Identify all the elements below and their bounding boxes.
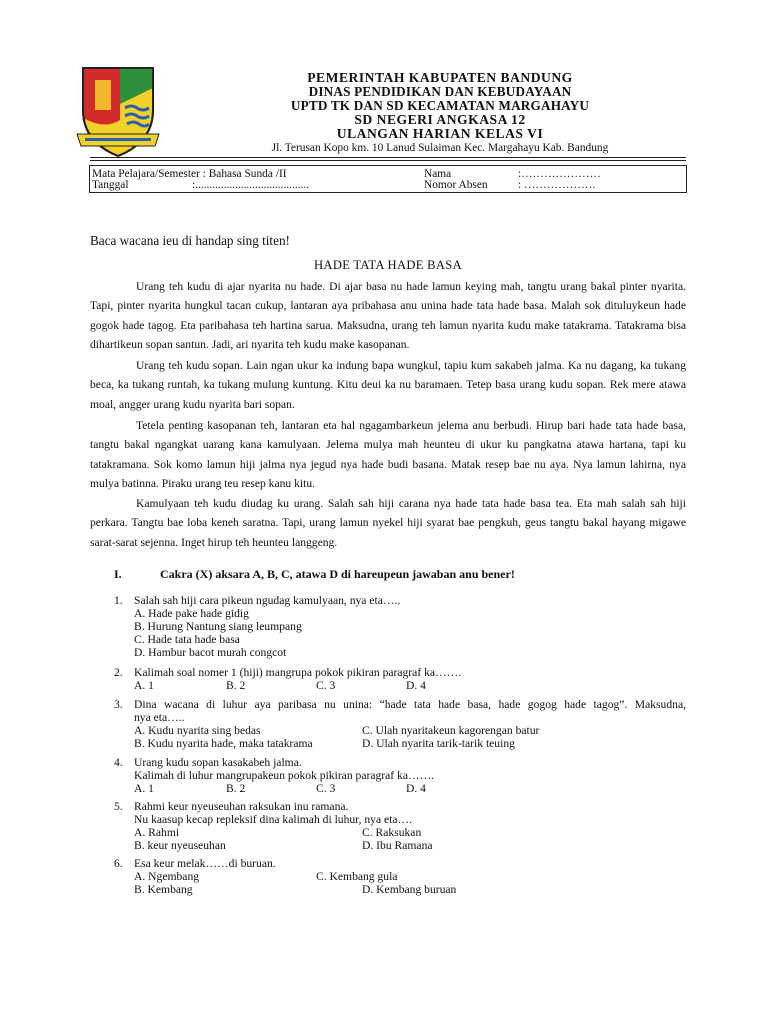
header-line-2: DINAS PENDIDIKAN DAN KEBUDAYAAN <box>308 84 572 100</box>
question-5 <box>114 800 686 852</box>
answer-option[interactable]: B. keur nyeuseuhan <box>134 839 226 852</box>
question-text-continued: Nu kaasup kecap repleksif dina kalimah di luhur, nya eta…. <box>134 813 413 826</box>
answer-option[interactable]: C. Kembang gula <box>316 870 398 883</box>
question-text: Salah sah hiji cara pikeun ngudag kamulyaan, nya eta….. <box>134 594 401 607</box>
question-number: 5. <box>114 800 123 813</box>
absen-field[interactable]: : ………………. <box>518 179 596 191</box>
question-text-continued: Kalimah di luhur mangrupakeun pokok pikiran paragraf ka……. <box>134 769 435 782</box>
date-label: Tanggal <box>92 179 129 191</box>
absen-label: Nomor Absen <box>424 179 488 191</box>
header-divider-thin <box>90 160 686 161</box>
answer-option[interactable]: B. Hurung Nantung siang leumpang <box>134 620 302 633</box>
answer-option[interactable]: A. Rahmi <box>134 826 180 839</box>
reading-instruction: Baca wacana ieu di handap sing titen! <box>90 233 290 248</box>
reading-paragraph: Tetela penting kasopanan teh, lantaran eta hal ngagambarkeun jelema anu berbudi. Hirup bari hade tata hade basa, tangtu bakal ngangkat uarang kana kamulyaan. Jelema mulya mah heunteu di ukur ku pangkatna atawa hartana, tapi ku tatakramana. Sok komo lamun hiji jalma nya jegud nya hade budi basana. Matak resep bae nu aya. Nya lamun lahirna, nya mulya batinna. Piraku urang teu resep kanu kitu. <box>90 419 686 490</box>
answer-option[interactable]: C. Hade tata hade basa <box>134 633 240 646</box>
answer-option[interactable]: D. Ulah nyarita tarik-tarik teuing <box>362 737 515 750</box>
answer-option[interactable]: D. 4 <box>406 782 426 795</box>
question-text: Esa keur melak……di buruan. <box>134 857 276 870</box>
question-2 <box>114 666 686 692</box>
answer-option[interactable]: C. Raksukan <box>362 826 422 839</box>
question-text: Urang kudu sopan kasakabeh jalma. <box>134 756 302 769</box>
header-line-5: ULANGAN HARIAN KELAS VI <box>336 126 544 142</box>
section-title: Cakra (X) aksara A, B, C, atawa D di hareupeun jawaban anu bener! <box>160 567 515 581</box>
section-number: I. <box>114 567 122 581</box>
reading-title: HADE TATA HADE BASA <box>314 258 462 272</box>
name-field[interactable]: :………………… <box>518 168 601 180</box>
answer-option[interactable]: D. Ibu Ramana <box>362 839 433 852</box>
answer-option[interactable]: A. Ngembang <box>134 870 200 883</box>
answer-option[interactable]: D. Kembang buruan <box>362 883 457 896</box>
answer-option[interactable]: D. Hambur bacot murah congcot <box>134 646 287 659</box>
question-text-continued: nya eta….. <box>134 711 185 724</box>
reading-paragraph: Urang teh kudu sopan. Lain ngan ukur ka indung bapa wungkul, tapiu kum sakabeh jalma. Ka nu dagang, ka tukang beca, ka tukang runtah, ka tukang mulung kuntung. Kitu deui ka nu baramaen. Tetep basa urang kudu sopan. Rek mere atawa moal, angger urang kudu nyarita bari sopan. <box>90 359 686 411</box>
question-4 <box>114 756 686 795</box>
header-line-3: UPTD TK DAN SD KECAMATAN MARGAHAYU <box>290 98 590 114</box>
question-number: 6. <box>114 857 123 870</box>
answer-option[interactable]: A. 1 <box>134 679 154 692</box>
answer-option[interactable]: A. Kudu nyarita sing bedas <box>134 724 261 737</box>
reading-paragraph: Urang teh kudu di ajar nyarita nu hade. Di ajar basa nu hade lamun keying mah, tangtu urang bakal pinter nyarita. Tapi, pinter nyarita hungkul tacan cukup, lantaran aya pribahasa anu unina hade tata hade basa. Malah sok dituluykeun hade gogok hade tagog. Eta paribahasa teh hartina sarua. Maksudna, urang teh lamun nyarita kudu make tatakrama. Tatakrama bisa dihartikeun sopan santun. Jadi, ari nyarita teh kudu make kasopanan. <box>90 280 686 351</box>
question-1 <box>114 594 686 659</box>
question-text: Kalimah soal nomer 1 (hiji) mangrupa pokok pikiran paragraf ka……. <box>134 666 462 679</box>
question-number: 3. <box>114 698 123 711</box>
question-number: 1. <box>114 594 123 607</box>
header-line-4: SD NEGERI ANGKASA 12 <box>354 112 526 128</box>
question-number: 2. <box>114 666 123 679</box>
header-divider <box>90 157 686 158</box>
answer-option[interactable]: C. Ulah nyaritakeun kagorengan batur <box>362 724 540 737</box>
answer-option[interactable]: B. Kudu nyarita hade, maka tatakrama <box>134 737 313 750</box>
student-info-box <box>89 165 687 193</box>
question-3 <box>114 698 686 750</box>
question-number: 4. <box>114 756 123 769</box>
letterhead <box>180 71 700 141</box>
bandung-regency-emblem-icon <box>75 60 161 160</box>
date-field[interactable]: :........................................ <box>192 179 310 191</box>
question-text: Dina wacana di luhur aya paribasa nu unina: “hade tata hade basa, hade gogog hade tagog”. Maksudna, <box>134 698 686 711</box>
question-6 <box>114 857 686 896</box>
reading-paragraph: Kamulyaan teh kudu diudag ku urang. Salah sah hiji carana nya hade tata hade basa tea. Eta mah salah sah hiji perkara. Tangtu bae loba keneh saratna. Tapi, urang lamun nyekel hiji syarat bae pengkuh, geus tangtu bakal hayang migawe sarat-sarat sejenna. Inget hirup teh heunteu langgeng. <box>90 497 686 549</box>
name-label: Nama <box>424 168 452 180</box>
subject-label: Mata Pelajara/Semester : Bahasa Sunda /II <box>92 168 287 180</box>
answer-option[interactable]: D. 4 <box>406 679 426 692</box>
header-line-1: PEMERINTAH KABUPATEN BANDUNG <box>307 70 573 85</box>
school-address: Jl. Terusan Kopo km. 10 Lanud Sulaiman Kec. Margahayu Kab. Bandung <box>271 142 609 154</box>
answer-option[interactable]: B. Kembang <box>134 883 193 896</box>
question-text: Rahmi keur nyeuseuhan raksukan inu ramana. <box>134 800 349 813</box>
answer-option[interactable]: B. 2 <box>226 782 246 795</box>
answer-option[interactable]: A. Hade pake hade gidig <box>134 607 249 620</box>
answer-option[interactable]: A. 1 <box>134 782 154 795</box>
answer-option[interactable]: B. 2 <box>226 679 246 692</box>
answer-option[interactable]: C. 3 <box>316 782 336 795</box>
answer-option[interactable]: C. 3 <box>316 679 336 692</box>
